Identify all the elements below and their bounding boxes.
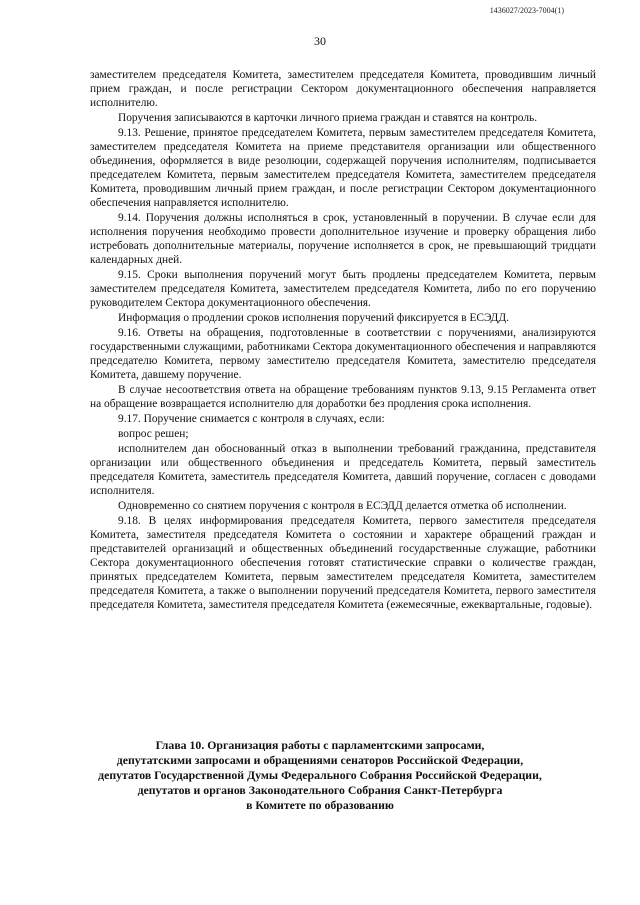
paragraph: исполнителем дан обоснованный отказ в выполнении требований гражданина, представителя организации или общественного объединения и председатель Комитета, первый заместитель председателя Комитета, заместитель председателя Комитета, давший поручение, согласен с доводами исполнителя.: [90, 443, 596, 497]
paragraph: заместителем председателя Комитета, заместителем председателя Комитета, проводившим личный прием граждан, и после регистрации Сектором документационного обеспечения направляется исполнителю.: [90, 69, 596, 109]
paragraph-9-17: 9.17. Поручение снимается с контроля в случаях, если:: [118, 413, 385, 425]
paragraph-9-13: 9.13. Решение, принятое председателем Комитета, первым заместителем председателя Комитета, заместителем председателя Комитета на приеме представителя организации или общественного объединения, оформляется в виде резолюции, содержащей поручения исполнителям, подписывается председателем Комитета, первым заместителем председателя Комитета, заместителем председателя Комитета, проводившим личный прием граждан, и после регистрации Сектором документационного обеспечения направляется исполнителю.: [90, 127, 596, 209]
paragraph: Поручения записываются в карточки личного приема граждан и ставятся на контроль.: [118, 112, 538, 124]
page-number: 30: [314, 34, 326, 48]
chapter-heading-line: депутатов и органов Законодательного Собрания Санкт-Петербурга: [137, 783, 503, 797]
chapter-heading-line: Глава 10. Организация работы с парламентскими запросами,: [155, 738, 485, 752]
chapter-heading-line: депутатов Государственной Думы Федерального Собрания Российской Федерации,: [98, 768, 542, 782]
paragraph-9-18: 9.18. В целях информирования председателя Комитета, первого заместителя председателя Комитета, заместителя председателя Комитета о состоянии и характере обращений граждан и представителей организаций и общественных объединений государственные служащие, работники Сектора документационного обеспечения готовят статистические справки о количестве граждан, принятых председателем Комитета, первым заместителем председателя Комитета, заместителем председателя Комитета, а также о выполнении поручений председателя Комитета, первого заместителя председателя Комитета, заместителя председателя Комитета (ежемесячные, ежеквартальные, годовые).: [90, 515, 596, 611]
document-number: 1436027/2023-7004(1): [489, 6, 564, 15]
document-body: [90, 68, 596, 612]
chapter-heading-line: в Комитете по образованию: [246, 798, 394, 812]
paragraph-9-16: 9.16. Ответы на обращения, подготовленные в соответствии с поручениями, анализируются государственными служащими, работниками Сектора документационного обеспечения и направляются председателю Комитета, первому заместителю председателя Комитета, заместителю председателя Комитета, давшему поручение.: [90, 327, 596, 381]
paragraph: Одновременно со снятием поручения с контроля в ЕСЭДД делается отметка об исполнении.: [118, 500, 567, 512]
paragraph-9-15: 9.15. Сроки выполнения поручений могут быть продлены председателем Комитета, первым заместителем председателя Комитета, заместителем председателя Комитета, либо по его поручению руководителем Сектора документационного обеспечения.: [90, 269, 596, 309]
paragraph: Информация о продлении сроков исполнения поручений фиксируется в ЕСЭДД.: [118, 312, 509, 324]
paragraph-9-14: 9.14. Поручения должны исполняться в срок, установленный в поручении. В случае если для исполнения поручения необходимо провести дополнительное изучение и проверку обращения либо истребовать дополнительные материалы, поручение исполняется в срок, не превышающий тридцати календарных дней.: [90, 212, 596, 266]
chapter-heading: [80, 738, 560, 813]
paragraph: вопрос решен;: [118, 428, 189, 440]
paragraph: В случае несоответствия ответа на обращение требованиям пунктов 9.13, 9.15 Регламента ответ на обращение возвращается исполнителю для доработки без продления срока исполнения.: [90, 384, 596, 410]
chapter-heading-line: депутатскими запросами и обращениями сенаторов Российской Федерации,: [116, 753, 524, 767]
